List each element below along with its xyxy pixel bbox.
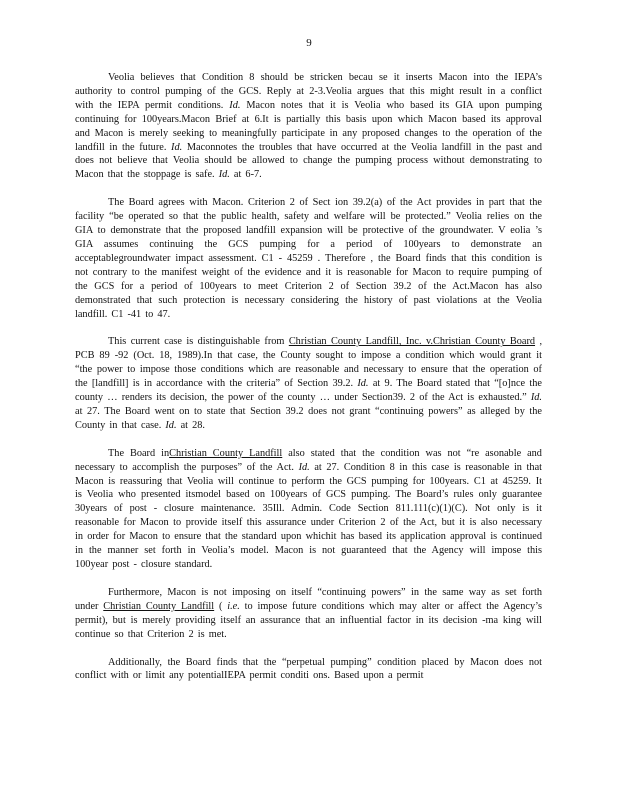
- text-run: The Board in: [108, 447, 170, 459]
- text-run: The Board agrees with Macon. Criterion 2 of Sect ion 39.2(a) of the Act provides in part that the facility “be operated so that the public health, safety and welfare will be protected.” Veolia relies on the GIA to demonstrate that the proposed landfill expansion will be protective of the groundwater. V eolia ’s GIA assumes continuing the GCS pumping for a period of 100years to demonstrate an acceptablegroundwater impact assessment. C1 - 45259 . Therefore , the Board finds that this condition is not contrary to the manifest weight of the evidence and it is reasonable for Macon to require pumping of the GCS for a period of 100years to meet Criterion 2 of Section 39.2 of the Act.Macon has also demonstrated that such protection is necessary considering the history of past violations at the Veolia landfill. C1 -41 to 47.: [75, 197, 542, 320]
- text-run: (: [214, 600, 228, 612]
- paragraph: [75, 71, 542, 182]
- text-run: Macon notes that it is Veolia who based its GIA upon pumping continuing for 100years.Macon Brief at 6.It is partially this basis upon which Macon based its approval and Macon is merely seeking to meaningfully participate in any proposed changes to the operation of the landfill in the future.: [75, 99, 543, 153]
- text-run: at 6-7.: [229, 169, 262, 181]
- text-run: , PCB 89 -92 (Oct. 18, 1989).In that case, the County sought to impose a condition which would grant it “the power to impose those conditions which are reasonable and necessary to ensure that the operation of the [landfill] is in accordance with the criteria” of Section 39.2.: [75, 336, 543, 390]
- text-run: to impose future conditions which may alter or affect the Agency’s permit), but is merely providing itself an assurance that an influential factor in its decision -ma king will continue so that Criterion 2 is met.: [75, 600, 542, 640]
- citation-reference: Id.: [165, 419, 177, 431]
- paragraph: [75, 656, 542, 684]
- citation-reference: Id.: [530, 392, 542, 404]
- text-run: at 27. The Board went on to state that Section 39.2 does not grant “continuing powers” as alleged by the County in that case.: [75, 405, 542, 431]
- text-run: also stated that the condition was not “re asonable and necessary to accomplish the purposes” of the Act.: [75, 447, 542, 473]
- paragraph: [75, 447, 542, 572]
- page-number: 9: [306, 37, 312, 49]
- case-citation: Christian County Landfill: [103, 600, 215, 612]
- citation-reference: i.e.: [227, 600, 240, 612]
- citation-reference: Id.: [298, 461, 310, 473]
- text-run: at 27. Condition 8 in this case is reasonable in that Macon is reassuring that Veolia will continue to perform the GCS pumping for 100years. C1 at 45259. It is Veolia who presented itsmodel based on 100years of GCS pumping. The Board’s rules only guarantee 30years of post - closure maintenance. 35Ill. Admin. Code Section 811.111(c)(1)(C). Not only is it reasonable for Macon to provide itself this assurance under Criterion 2 of the Act, but it is also necessary in order for Macon to ensure that the standard upon whichit has based its application approval is continued in the manner set forth in Veolia’s model. Macon is not guaranteed that the Agency will impose this 100year post - closure standard.: [75, 461, 543, 570]
- citation-reference: Id.: [229, 99, 241, 111]
- paragraph: [75, 335, 542, 432]
- citation-reference: Id.: [357, 378, 369, 390]
- text-run: Maconnotes the troubles that have occurred at the Veolia landfill in the past and does not believe that Veolia should be allowed to change the pumping process without demonstrating to Macon that the stoppage is safe.: [75, 141, 542, 181]
- case-citation: Christian County Landfill: [169, 447, 283, 459]
- text-run: Veolia believes that Condition 8 should be stricken becau se it inserts Macon into the IEPA’s authority to control pumping of the GCS. Reply at 2-3.Veolia argues that this might result in a conflict with the IEPA permit conditions.: [75, 72, 542, 111]
- citation-reference: Id.: [171, 141, 183, 153]
- citation-reference: Id.: [218, 169, 230, 181]
- text-run: Additionally, the Board finds that the “perpetual pumping” condition placed by Macon does not conflict with or limit any potentialIEPA permit conditi ons. Based upon a permit: [75, 656, 542, 682]
- text-run: This current case is distinguishable from: [108, 336, 289, 348]
- paragraph: [75, 196, 542, 321]
- case-citation: Christian County Landfill, Inc. v.Christian County Board: [288, 336, 536, 348]
- text-run: at 9. The Board stated that “[o]nce the county … renders its decision, the power of the county … under Section39. 2 of the Act is exhausted.”: [75, 378, 542, 404]
- paragraph: [75, 586, 542, 642]
- text-run: at 28.: [176, 419, 205, 431]
- body-text: [75, 71, 542, 683]
- text-run: Furthermore, Macon is not imposing on itself “continuing powers” in the same way as set forth under: [75, 586, 542, 612]
